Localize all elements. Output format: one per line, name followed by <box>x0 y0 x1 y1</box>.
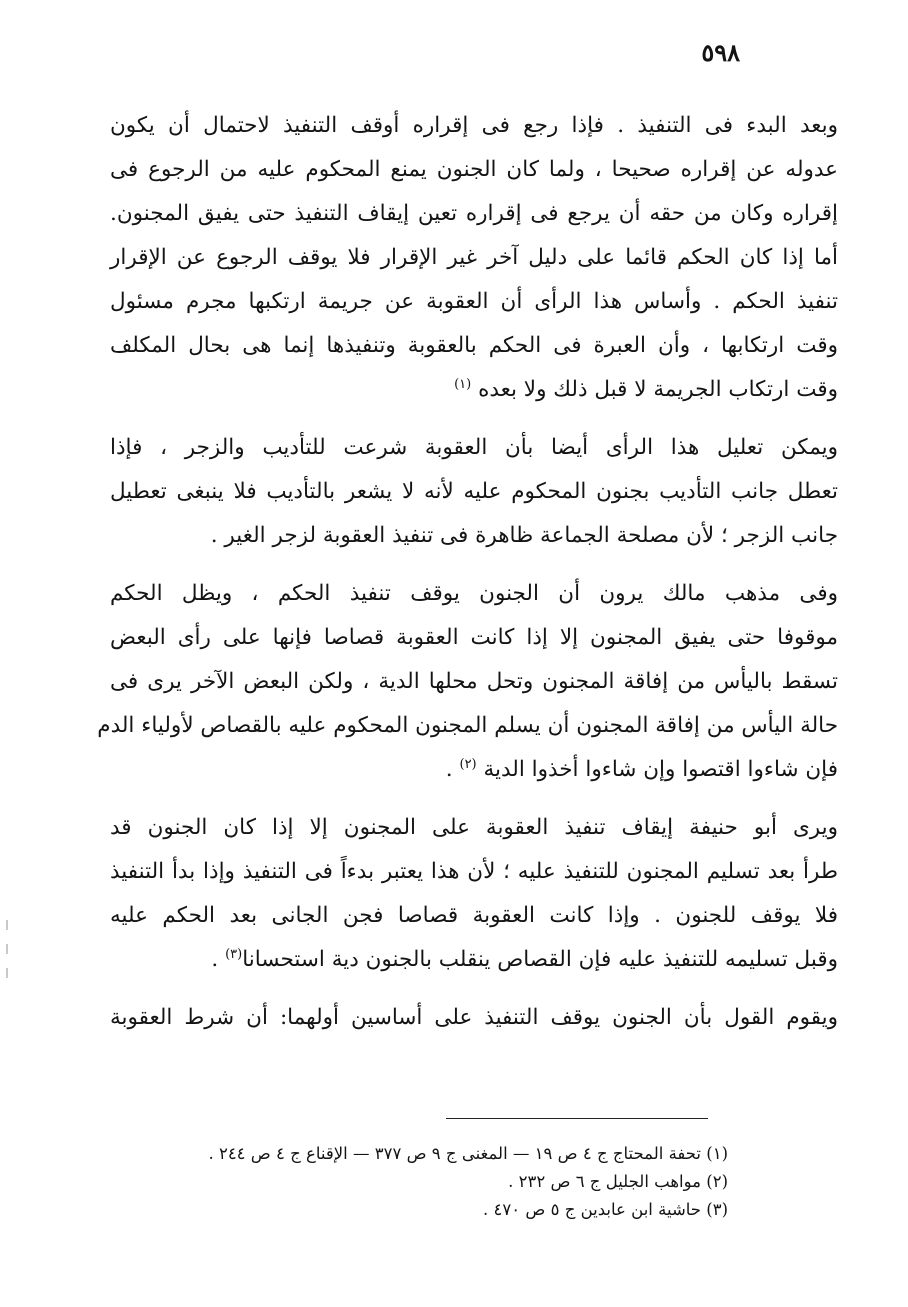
sentence-end: . <box>211 947 219 972</box>
paragraph <box>110 104 838 412</box>
text-line: طرأ بعد تسليم المجنون للتنفيذ عليه ؛ لأن هذا يعتبر بدءاً فى التنفيذ وإذا بدأ التنفيذ <box>110 859 838 884</box>
text-line: وقت ارتكابها ، وأن العبرة فى الحكم بالعقوبة وتنفيذها إنما هى بحال المكلف <box>110 333 838 358</box>
text-line: وبعد البدء فى التنفيذ . فإذا رجع فى إقراره أوقف التنفيذ لاحتمال أن يكون <box>110 113 838 138</box>
footnote-reference: (١) <box>454 377 472 392</box>
text-line: موقوفا حتى يفيق المجنون إلا إذا كانت العقوبة قصاصا فإنها على رأى البعض <box>110 625 838 650</box>
text-line <box>110 748 838 792</box>
text-line <box>110 938 838 982</box>
paragraph-gap <box>110 792 838 806</box>
footnotes <box>150 1140 728 1224</box>
text-line: تعطل جانب التأديب بجنون المحكوم عليه لأنه لا يشعر بالتأديب فلا ينبغى تعطيل <box>110 479 838 504</box>
scan-edge-mark <box>6 968 8 978</box>
text-line: ويقوم القول بأن الجنون يوقف التنفيذ على أساسين أولهما: أن شرط العقوبة <box>110 1005 838 1030</box>
paragraph <box>110 806 838 982</box>
text-line: عدوله عن إقراره صحيحا ، ولما كان الجنون يمنع المحكوم عليه من الرجوع فى <box>110 157 838 182</box>
text-line: ويمكن تعليل هذا الرأى أيضا بأن العقوبة شرعت للتأديب والزجر ، فإذا <box>110 435 838 460</box>
footnote-reference: (٣) <box>225 947 243 962</box>
text-line: ويرى أبو حنيفة إيقاف تنفيذ العقوبة على المجنون إلا إذا كان الجنون قد <box>110 815 838 840</box>
scan-edge-mark <box>6 920 8 930</box>
page-number: ٥٩٨ <box>701 38 740 67</box>
text-line: وفى مذهب مالك يرون أن الجنون يوقف تنفيذ الحكم ، ويظل الحكم <box>110 581 838 606</box>
paragraph <box>110 426 838 558</box>
text-line: تسقط باليأس من إفاقة المجنون وتحل محلها الدية ، ولكن البعض الآخر يرى فى <box>110 669 838 694</box>
footnote: (٢) مواهب الجليل ج ٦ ص ٢٣٢ . <box>508 1172 728 1191</box>
footnote: (٣) حاشية ابن عابدين ج ٥ ص ٤٧٠ . <box>483 1200 728 1219</box>
text-line-content: وقبل تسليمه للتنفيذ عليه فإن القصاص ينقلب بالجنون دية استحسانا <box>242 947 838 972</box>
paragraph <box>110 996 838 1040</box>
text-line: إقراره وكان من حقه أن يرجع فى إقراره تعين إيقاف التنفيذ حتى يفيق المجنون. <box>110 201 838 226</box>
footnote: (١) تحفة المحتاج ج ٤ ص ١٩ — المغنى ج ٩ ص ٣٧٧ — الإقناع ج ٤ ص ٢٤٤ . <box>208 1144 728 1163</box>
paragraph-gap <box>110 558 838 572</box>
body-text <box>97 104 838 1040</box>
text-line: تنفيذ الحكم . وأساس هذا الرأى أن العقوبة عن جريمة ارتكبها مجرم مسئول <box>110 289 838 314</box>
paragraph-gap <box>110 982 838 996</box>
text-line: حالة اليأس من إفاقة المجنون أن يسلم المجنون المحكوم عليه بالقصاص لأولياء الدم <box>97 713 838 738</box>
text-line: أما إذا كان الحكم قائما على دليل آخر غير الإقرار فلا يوقف الرجوع عن الإقرار <box>110 245 838 270</box>
paragraph <box>97 572 838 792</box>
text-line <box>110 368 838 412</box>
text-line: جانب الزجر ؛ لأن مصلحة الجماعة ظاهرة فى تنفيذ العقوبة لزجر الغير . <box>210 523 838 548</box>
footnote-reference: (٢) <box>459 757 477 772</box>
paragraph-gap <box>110 412 838 426</box>
scan-edge-mark <box>6 944 8 954</box>
text-line: فلا يوقف للجنون . وإذا كانت العقوبة قصاصا فجن الجانى بعد الحكم عليه <box>110 903 838 928</box>
sentence-end: . <box>445 757 453 782</box>
footnote-separator <box>446 1118 708 1119</box>
text-line-content: وقت ارتكاب الجريمة لا قبل ذلك ولا بعده <box>478 377 838 402</box>
text-line-content: فإن شاءوا اقتصوا وإن شاءوا أخذوا الدية <box>483 757 838 782</box>
